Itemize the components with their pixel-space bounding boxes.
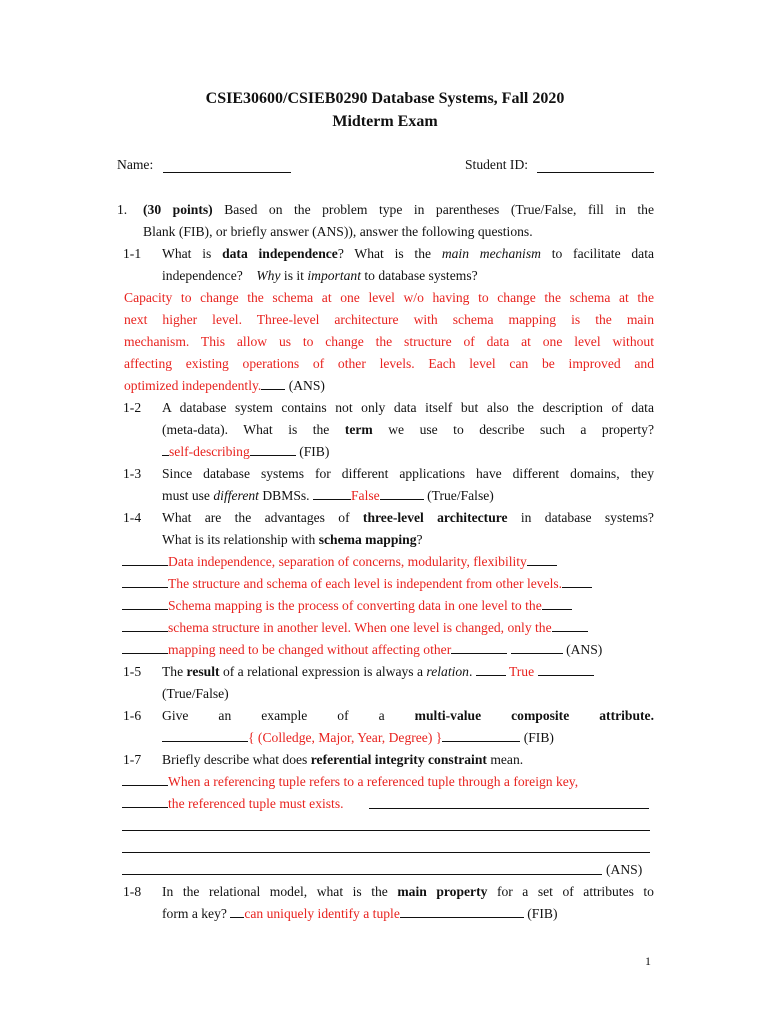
q1-6-answer-line: { (Colledge, Major, Year, Degree) } (FIB) <box>162 729 554 747</box>
q1-number: 1. <box>117 202 128 217</box>
q1-8-question-line2: form a key? can uniquely identify a tuple (FIB) <box>162 906 558 921</box>
q1-3-type: (True/False) <box>427 488 494 503</box>
q1-1-type: (ANS) <box>288 378 325 393</box>
q1-4-answer-line4: schema structure in another level. When one level is changed, only the <box>122 619 588 637</box>
q1-3-number: 1-3 <box>123 466 142 481</box>
q1-1-answer-line4: affecting existing operations of other levels. Each level can be improved and <box>124 356 654 371</box>
q1-8-type: (FIB) <box>527 906 558 921</box>
q1-1-answer-line5: optimized independently. (ANS) <box>124 378 325 393</box>
q1-7-answer-line1: When a referencing tuple refers to a referenced tuple through a foreign key, <box>122 773 578 791</box>
q1-2-question-line1: A database system contains not only data itself but also the description of data <box>162 400 654 415</box>
q1-5-answer: True <box>508 664 535 679</box>
student-id-label: Student ID: <box>465 157 529 172</box>
q1-7-answer-blank1[interactable] <box>369 808 649 809</box>
student-id-field <box>465 156 528 174</box>
q1-5-type: (True/False) <box>162 686 229 701</box>
q1-3-answer: False <box>350 488 380 503</box>
q1-4-answer-line2: The structure and schema of each level is independent from other levels. <box>122 575 592 593</box>
q1-intro-line2: Blank (FIB), or briefly answer (ANS)), answer the following questions. <box>143 224 533 239</box>
q1-8-answer: can uniquely identify a tuple <box>244 906 400 921</box>
q1-7-answer-blank4[interactable] <box>122 874 602 875</box>
q1-4-answer-line3: Schema mapping is the process of converting data in one level to the <box>122 597 572 615</box>
q1-1-answer-line1: Capacity to change the schema at one level w/o having to change the schema at the <box>124 290 654 305</box>
q1-5-question-line1: The result of a relational expression is always a relation. True <box>162 663 594 681</box>
q1-7-answer-blank3[interactable] <box>122 852 650 853</box>
q1-points: (30 points) <box>143 202 213 217</box>
q1-6-type: (FIB) <box>523 730 554 745</box>
q1-8-question-line1: In the relational model, what is the main property for a set of attributes to <box>162 884 654 899</box>
q1-3-question-line2: must use different DBMSs. False (True/False) <box>162 488 494 503</box>
q1-4-question-line1: What are the advantages of three-level architecture in database systems? <box>162 510 654 525</box>
q1-5-number: 1-5 <box>123 664 142 679</box>
exam-subtitle: Midterm Exam <box>332 113 438 130</box>
name-blank[interactable] <box>163 172 291 173</box>
q1-8-number: 1-8 <box>123 884 142 899</box>
q1-1-answer-line2: next higher level. Three-level architecture with schema mapping is the main <box>124 312 654 327</box>
q1-1-number: 1-1 <box>123 246 142 261</box>
q1-1-question-line1: What is data independence? What is the main mechanism to facilitate data <box>162 246 655 261</box>
q1-3-question-line1: Since database systems for different applications have different domains, they <box>162 466 654 481</box>
q1-1-answer-line3: mechanism. This allow us to change the structure of data at one level without <box>124 334 654 349</box>
q1-2-type: (FIB) <box>299 444 330 459</box>
q1-4-answer-line1: Data independence, separation of concerns, modularity, flexibility <box>122 553 557 571</box>
q1-2-number: 1-2 <box>123 400 142 415</box>
q1-6-question-line1: Give an example of a multi-value composite attribute. <box>162 708 654 723</box>
student-id-blank[interactable] <box>537 172 654 173</box>
q1-4-number: 1-4 <box>123 510 142 525</box>
q1-4-answer-line5: mapping need to be changed without affecting other (ANS) <box>122 641 602 659</box>
q1-4-type: (ANS) <box>566 642 603 657</box>
name-field <box>117 156 153 174</box>
q1-2-question-line2: (meta-data). What is the term we use to describe such a property? <box>162 422 654 437</box>
q1-7-question-line1: Briefly describe what does referential integrity constraint mean. <box>162 752 524 767</box>
q1-7-number: 1-7 <box>123 752 142 767</box>
q1-1-question-line2: independence? Why is it important to database systems? <box>162 268 478 283</box>
q1-7-answer-blank2[interactable] <box>122 830 650 831</box>
q1-4-question-line2: What is its relationship with schema mapping? <box>162 532 423 547</box>
exam-title: CSIE30600/CSIEB0290 Database Systems, Fall 2020 <box>205 90 565 107</box>
q1-2-answer-line: self-describing (FIB) <box>162 443 329 461</box>
q1-intro-line1: (30 points) Based on the problem type in parentheses (True/False, fill in the <box>143 202 654 217</box>
q1-7-answer-line2: the referenced tuple must exists. <box>122 795 344 813</box>
name-label: Name: <box>117 157 154 172</box>
page-number: 1 <box>645 954 651 968</box>
q1-6-number: 1-6 <box>123 708 142 723</box>
q1-7-type: (ANS) <box>606 862 643 877</box>
